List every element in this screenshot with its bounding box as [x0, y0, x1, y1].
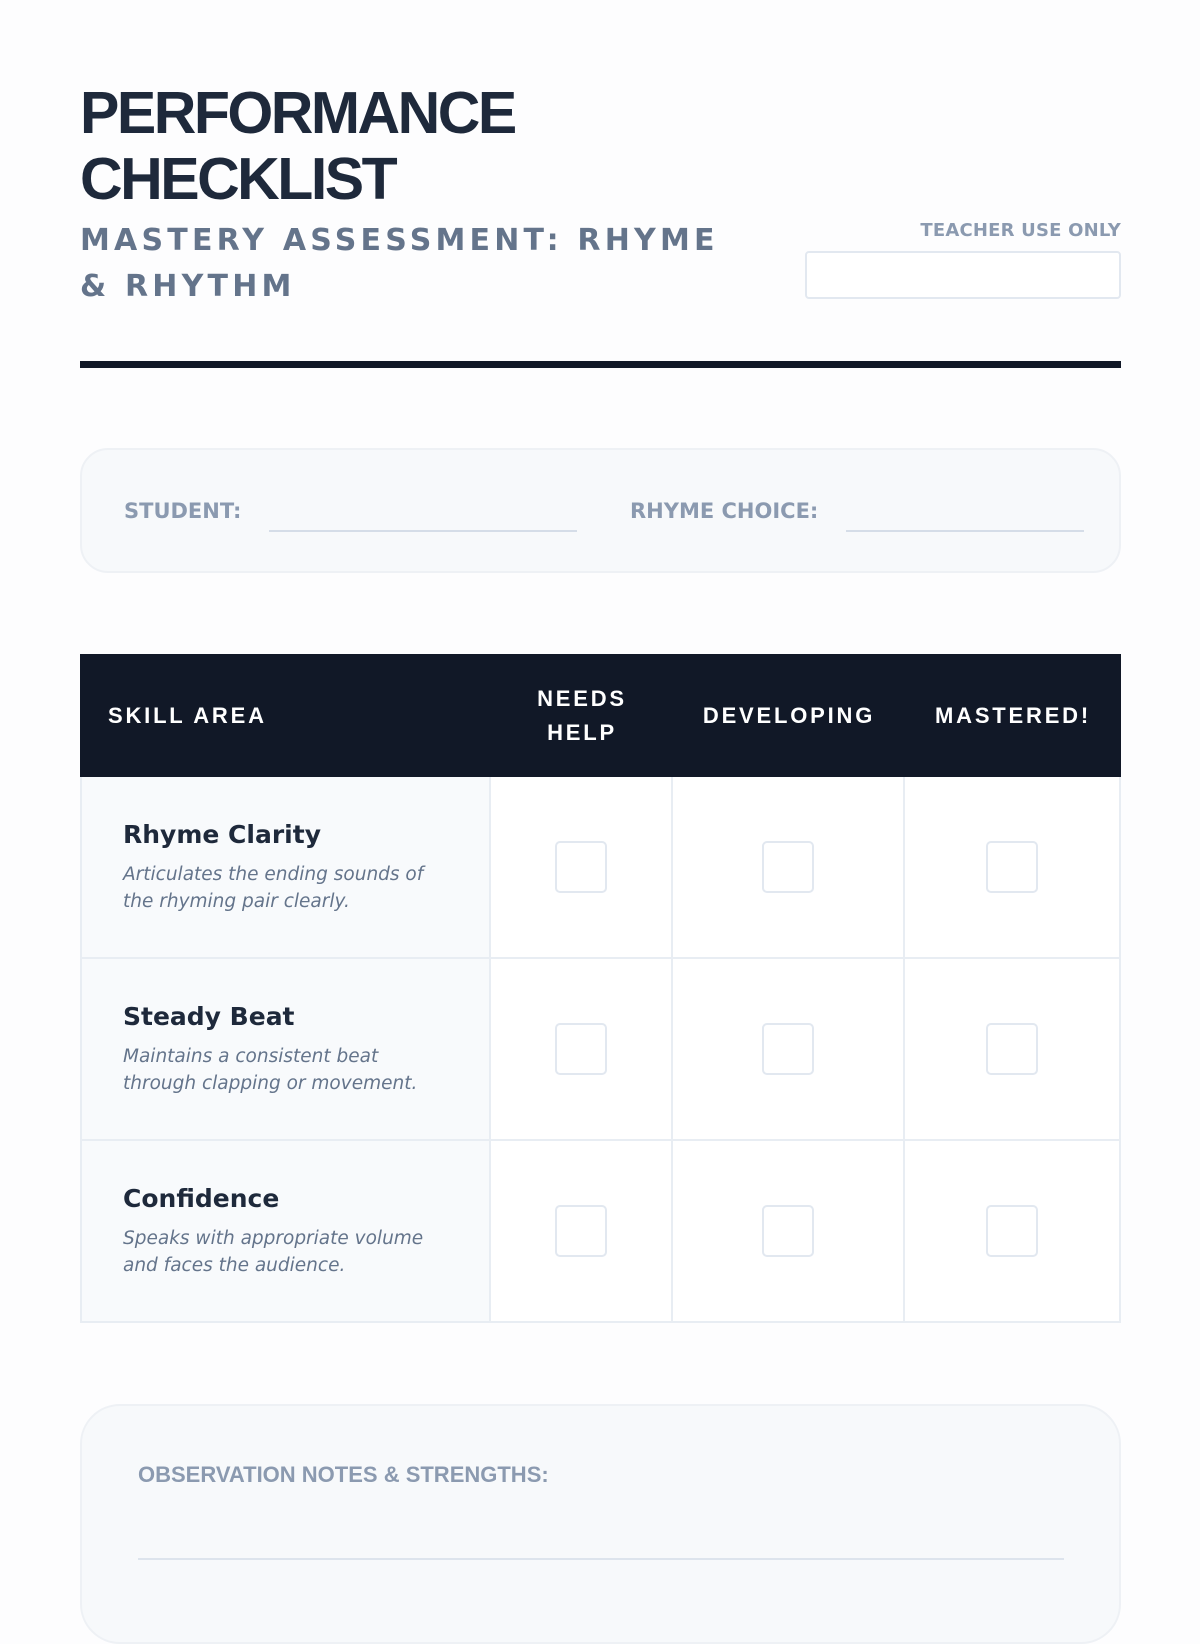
table-header	[80, 654, 1121, 777]
developing-cell	[673, 777, 905, 959]
student-info-card	[80, 448, 1121, 573]
skill-name: Steady Beat	[123, 1002, 295, 1031]
mastered-cell	[905, 959, 1121, 1141]
developing-checkbox[interactable]	[762, 1205, 814, 1257]
page-subtitle: MASTERY ASSESSMENT: RHYME & RHYTHM	[80, 223, 719, 304]
skill-name: Rhyme Clarity	[123, 820, 321, 849]
checklist-page	[80, 0, 1121, 1600]
mastered-cell	[905, 777, 1121, 959]
skill-cell	[80, 1141, 491, 1323]
mastered-checkbox[interactable]	[986, 841, 1038, 893]
observation-notes-card	[80, 1404, 1121, 1644]
developing-checkbox[interactable]	[762, 1023, 814, 1075]
teacher-use-field[interactable]	[805, 251, 1121, 299]
skill-cell	[80, 959, 491, 1141]
developing-checkbox[interactable]	[762, 841, 814, 893]
column-header-needs-help: NEEDS HELP	[537, 685, 627, 745]
student-input-line[interactable]	[269, 530, 577, 532]
student-field-group	[124, 498, 577, 524]
needs-help-checkbox[interactable]	[555, 1023, 607, 1075]
table-row	[80, 959, 1121, 1141]
observation-notes-label: OBSERVATION NOTES & STRENGTHS:	[138, 1462, 549, 1487]
page-title: PERFORMANCE CHECKLIST	[80, 80, 515, 212]
observation-notes-input-line[interactable]	[138, 1558, 1064, 1560]
column-header-mastered: MASTERED!	[935, 702, 1091, 728]
table-row	[80, 1141, 1121, 1323]
header	[80, 80, 1121, 368]
needs-help-cell	[491, 1141, 673, 1323]
needs-help-checkbox[interactable]	[555, 841, 607, 893]
rhyme-choice-input-line[interactable]	[846, 530, 1084, 532]
table-row	[80, 777, 1121, 959]
rhyme-choice-field-group	[630, 498, 1084, 524]
skill-cell	[80, 777, 491, 959]
needs-help-cell	[491, 959, 673, 1141]
developing-cell	[673, 959, 905, 1141]
mastered-checkbox[interactable]	[986, 1023, 1038, 1075]
skill-name: Confidence	[123, 1184, 280, 1213]
developing-cell	[673, 1141, 905, 1323]
teacher-use-label: TEACHER USE ONLY	[920, 220, 1121, 241]
skill-description: Speaks with appropriate volume and faces the audience.	[123, 1228, 424, 1276]
student-label: STUDENT:	[124, 499, 242, 523]
mastered-checkbox[interactable]	[986, 1205, 1038, 1257]
column-header-skill-area: SKILL AREA	[108, 702, 267, 728]
needs-help-cell	[491, 777, 673, 959]
rhyme-choice-label: RHYME CHOICE:	[630, 499, 819, 523]
needs-help-checkbox[interactable]	[555, 1205, 607, 1257]
header-divider	[80, 361, 1121, 368]
teacher-use-box	[801, 220, 1121, 299]
mastered-cell	[905, 1141, 1121, 1323]
skill-description: Articulates the ending sounds of the rhyming pair clearly.	[123, 864, 424, 912]
skill-description: Maintains a consistent beat through clapping or movement.	[123, 1046, 418, 1094]
table-body	[80, 777, 1121, 1323]
column-header-developing: DEVELOPING	[702, 702, 876, 728]
